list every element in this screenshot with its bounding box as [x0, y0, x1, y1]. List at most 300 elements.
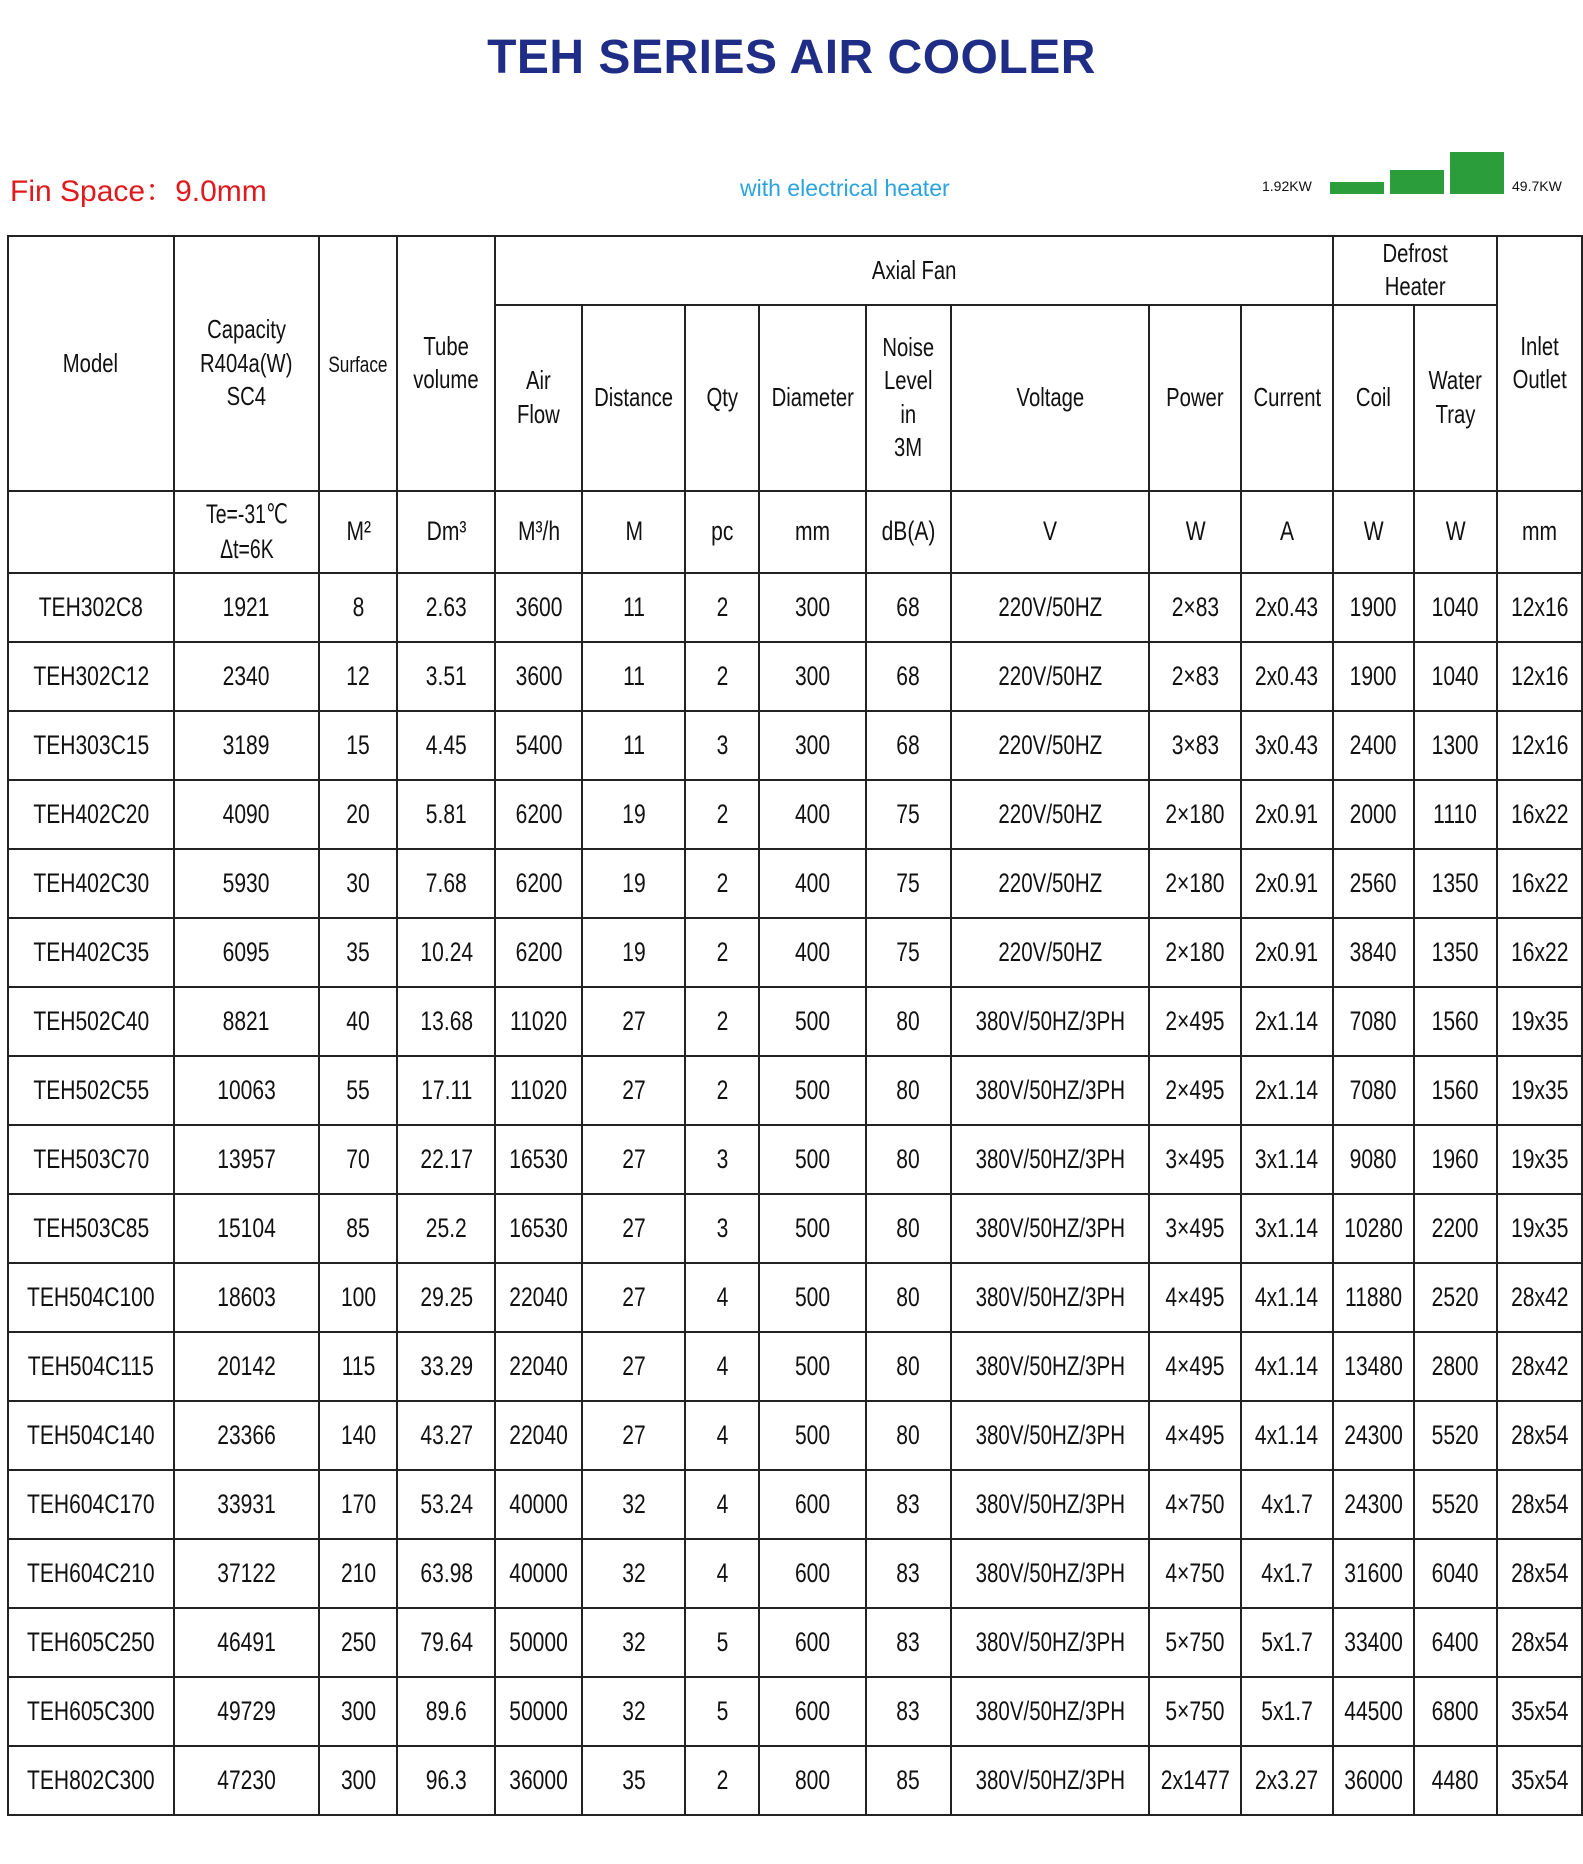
- cell-qty: 2: [685, 987, 758, 1056]
- cell-power: 5×750: [1149, 1608, 1241, 1677]
- cell-diameter: 600: [759, 1470, 866, 1539]
- cell-current: 3x1.14: [1241, 1125, 1332, 1194]
- cell-inlet-outlet: 12x16: [1497, 711, 1582, 780]
- cell-noise: 75: [866, 918, 950, 987]
- cell-voltage: 220V/50HZ: [951, 849, 1150, 918]
- cell-tube-volume: 96.3: [397, 1746, 495, 1815]
- header-air-flow: Air Flow: [495, 305, 582, 491]
- cell-model: TEH402C30: [8, 849, 174, 918]
- cell-power: 2×180: [1149, 918, 1241, 987]
- cell-noise: 80: [866, 1263, 950, 1332]
- cell-coil: 2400: [1333, 711, 1414, 780]
- cell-capacity: 3189: [174, 711, 320, 780]
- cell-voltage: 220V/50HZ: [951, 918, 1150, 987]
- cell-distance: 32: [582, 1677, 685, 1746]
- cell-noise: 80: [866, 1056, 950, 1125]
- cell-inlet-outlet: 35x54: [1497, 1746, 1582, 1815]
- cell-surface: 85: [319, 1194, 397, 1263]
- cell-distance: 11: [582, 573, 685, 642]
- cell-qty: 4: [685, 1401, 758, 1470]
- cell-capacity: 37122: [174, 1539, 320, 1608]
- cell-capacity: 13957: [174, 1125, 320, 1194]
- cell-voltage: 380V/50HZ/3PH: [951, 1263, 1150, 1332]
- cell-inlet-outlet: 28x42: [1497, 1332, 1582, 1401]
- table-row: [8, 1332, 1582, 1401]
- unit-noise: dB(A): [866, 491, 950, 573]
- cell-diameter: 500: [759, 1332, 866, 1401]
- header-voltage: Voltage: [951, 305, 1150, 491]
- cell-current: 4x1.14: [1241, 1263, 1332, 1332]
- cell-tube-volume: 17.11: [397, 1056, 495, 1125]
- header-diameter: Diameter: [759, 305, 866, 491]
- cell-diameter: 500: [759, 1125, 866, 1194]
- cell-surface: 170: [319, 1470, 397, 1539]
- cell-tube-volume: 53.24: [397, 1470, 495, 1539]
- cell-inlet-outlet: 19x35: [1497, 1194, 1582, 1263]
- cell-surface: 100: [319, 1263, 397, 1332]
- cell-water-tray: 1960: [1414, 1125, 1497, 1194]
- cell-model: TEH402C20: [8, 780, 174, 849]
- cell-tube-volume: 29.25: [397, 1263, 495, 1332]
- cell-power: 2×180: [1149, 780, 1241, 849]
- cell-current: 2x1.14: [1241, 987, 1332, 1056]
- unit-distance: M: [582, 491, 685, 573]
- cell-power: 4×750: [1149, 1470, 1241, 1539]
- cell-voltage: 380V/50HZ/3PH: [951, 1125, 1150, 1194]
- cell-air-flow: 36000: [495, 1746, 582, 1815]
- cell-voltage: 380V/50HZ/3PH: [951, 1401, 1150, 1470]
- cell-surface: 115: [319, 1332, 397, 1401]
- cell-power: 4×495: [1149, 1332, 1241, 1401]
- heater-note: with electrical heater: [740, 175, 950, 201]
- cell-power: 3×83: [1149, 711, 1241, 780]
- cell-inlet-outlet: 28x54: [1497, 1401, 1582, 1470]
- cell-distance: 27: [582, 1401, 685, 1470]
- cell-qty: 3: [685, 711, 758, 780]
- cell-inlet-outlet: 12x16: [1497, 642, 1582, 711]
- cell-coil: 1900: [1333, 573, 1414, 642]
- cell-water-tray: 1300: [1414, 711, 1497, 780]
- cell-model: TEH303C15: [8, 711, 174, 780]
- cell-air-flow: 3600: [495, 642, 582, 711]
- cell-qty: 5: [685, 1677, 758, 1746]
- cell-coil: 7080: [1333, 987, 1414, 1056]
- cell-distance: 11: [582, 711, 685, 780]
- cell-voltage: 220V/50HZ: [951, 573, 1150, 642]
- cell-capacity: 46491: [174, 1608, 320, 1677]
- cell-capacity: 47230: [174, 1746, 320, 1815]
- table-row: [8, 987, 1582, 1056]
- cell-water-tray: 2800: [1414, 1332, 1497, 1401]
- cell-capacity: 15104: [174, 1194, 320, 1263]
- cell-coil: 3840: [1333, 918, 1414, 987]
- unit-coil: W: [1333, 491, 1414, 573]
- header-inlet-outlet: Inlet Outlet: [1497, 236, 1582, 491]
- cell-qty: 5: [685, 1608, 758, 1677]
- cell-tube-volume: 22.17: [397, 1125, 495, 1194]
- cell-diameter: 600: [759, 1677, 866, 1746]
- header-coil: Coil: [1333, 305, 1414, 491]
- cell-coil: 24300: [1333, 1470, 1414, 1539]
- cell-water-tray: 4480: [1414, 1746, 1497, 1815]
- cell-voltage: 380V/50HZ/3PH: [951, 1746, 1150, 1815]
- page-title: TEH SERIES AIR COOLER: [487, 31, 1096, 84]
- cell-capacity: 20142: [174, 1332, 320, 1401]
- unit-current: A: [1241, 491, 1332, 573]
- cell-water-tray: 6400: [1414, 1608, 1497, 1677]
- cell-coil: 33400: [1333, 1608, 1414, 1677]
- cell-surface: 70: [319, 1125, 397, 1194]
- cell-surface: 250: [319, 1608, 397, 1677]
- table-row: [8, 711, 1582, 780]
- cell-distance: 32: [582, 1470, 685, 1539]
- cell-qty: 4: [685, 1470, 758, 1539]
- cell-surface: 300: [319, 1677, 397, 1746]
- cell-inlet-outlet: 28x42: [1497, 1263, 1582, 1332]
- unit-model-blank: [8, 491, 174, 573]
- cell-air-flow: 50000: [495, 1608, 582, 1677]
- cell-qty: 2: [685, 573, 758, 642]
- header-capacity: Capacity R404a(W) SC4: [174, 236, 320, 491]
- cell-diameter: 300: [759, 711, 866, 780]
- cell-coil: 44500: [1333, 1677, 1414, 1746]
- cell-qty: 4: [685, 1539, 758, 1608]
- header-qty: Qty: [685, 305, 758, 491]
- legend-min-label: 1.92KW: [1262, 178, 1312, 194]
- cell-current: 2x0.91: [1241, 780, 1332, 849]
- cell-surface: 140: [319, 1401, 397, 1470]
- unit-capacity: Te=-31℃ Δt=6K: [174, 491, 320, 573]
- cell-coil: 1900: [1333, 642, 1414, 711]
- cell-model: TEH605C300: [8, 1677, 174, 1746]
- cell-air-flow: 11020: [495, 1056, 582, 1125]
- cell-air-flow: 5400: [495, 711, 582, 780]
- table-row: [8, 780, 1582, 849]
- cell-current: 2x1.14: [1241, 1056, 1332, 1125]
- cell-current: 2x0.43: [1241, 573, 1332, 642]
- header-water-tray: Water Tray: [1414, 305, 1497, 491]
- cell-distance: 27: [582, 1332, 685, 1401]
- cell-noise: 80: [866, 987, 950, 1056]
- cell-capacity: 4090: [174, 780, 320, 849]
- cell-inlet-outlet: 16x22: [1497, 780, 1582, 849]
- unit-diameter: mm: [759, 491, 866, 573]
- cell-model: TEH502C55: [8, 1056, 174, 1125]
- cell-air-flow: 6200: [495, 849, 582, 918]
- cell-coil: 2000: [1333, 780, 1414, 849]
- header-surface: Surface: [319, 236, 397, 491]
- cell-current: 3x0.43: [1241, 711, 1332, 780]
- cell-tube-volume: 4.45: [397, 711, 495, 780]
- cell-water-tray: 6040: [1414, 1539, 1497, 1608]
- cell-qty: 2: [685, 1746, 758, 1815]
- cell-diameter: 500: [759, 1194, 866, 1263]
- cell-qty: 2: [685, 849, 758, 918]
- cell-current: 2x0.91: [1241, 849, 1332, 918]
- cell-air-flow: 16530: [495, 1194, 582, 1263]
- cell-inlet-outlet: 19x35: [1497, 1125, 1582, 1194]
- header-model: Model: [8, 236, 174, 491]
- table-row: [8, 1263, 1582, 1332]
- header-current: Current: [1241, 305, 1332, 491]
- cell-water-tray: 1350: [1414, 849, 1497, 918]
- cell-air-flow: 50000: [495, 1677, 582, 1746]
- cell-tube-volume: 2.63: [397, 573, 495, 642]
- cell-air-flow: 22040: [495, 1263, 582, 1332]
- legend-bar-small: [1330, 182, 1384, 194]
- unit-tube-volume: Dm³: [397, 491, 495, 573]
- cell-current: 4x1.14: [1241, 1332, 1332, 1401]
- cell-power: 5×750: [1149, 1677, 1241, 1746]
- table-row: [8, 849, 1582, 918]
- cell-noise: 68: [866, 711, 950, 780]
- unit-voltage: V: [951, 491, 1150, 573]
- cell-qty: 2: [685, 918, 758, 987]
- cell-distance: 27: [582, 1194, 685, 1263]
- cell-surface: 15: [319, 711, 397, 780]
- cell-voltage: 380V/50HZ/3PH: [951, 1194, 1150, 1263]
- cell-distance: 27: [582, 987, 685, 1056]
- table-row: [8, 1608, 1582, 1677]
- cell-voltage: 380V/50HZ/3PH: [951, 1677, 1150, 1746]
- cell-diameter: 500: [759, 987, 866, 1056]
- table-row: [8, 642, 1582, 711]
- unit-inlet-outlet: mm: [1497, 491, 1582, 573]
- spec-table: [7, 235, 1583, 1816]
- header-tube-volume: Tube volume: [397, 236, 495, 491]
- cell-water-tray: 1040: [1414, 573, 1497, 642]
- legend-max-label: 49.7KW: [1512, 178, 1562, 194]
- cell-voltage: 380V/50HZ/3PH: [951, 1332, 1150, 1401]
- cell-qty: 3: [685, 1194, 758, 1263]
- cell-voltage: 220V/50HZ: [951, 711, 1150, 780]
- cell-model: TEH402C35: [8, 918, 174, 987]
- cell-distance: 19: [582, 849, 685, 918]
- cell-air-flow: 22040: [495, 1401, 582, 1470]
- table-row: [8, 1746, 1582, 1815]
- cell-model: TEH302C8: [8, 573, 174, 642]
- cell-water-tray: 1350: [1414, 918, 1497, 987]
- cell-power: 4×495: [1149, 1401, 1241, 1470]
- cell-power: 2×495: [1149, 1056, 1241, 1125]
- cell-power: 3×495: [1149, 1194, 1241, 1263]
- cell-capacity: 49729: [174, 1677, 320, 1746]
- cell-inlet-outlet: 28x54: [1497, 1539, 1582, 1608]
- cell-qty: 3: [685, 1125, 758, 1194]
- cell-air-flow: 22040: [495, 1332, 582, 1401]
- cell-model: TEH605C250: [8, 1608, 174, 1677]
- cell-current: 4x1.14: [1241, 1401, 1332, 1470]
- table-row: [8, 1056, 1582, 1125]
- cell-water-tray: 1110: [1414, 780, 1497, 849]
- table-row: [8, 1125, 1582, 1194]
- cell-air-flow: 6200: [495, 780, 582, 849]
- cell-diameter: 400: [759, 849, 866, 918]
- cell-model: TEH503C85: [8, 1194, 174, 1263]
- cell-model: TEH503C70: [8, 1125, 174, 1194]
- cell-current: 2x0.91: [1241, 918, 1332, 987]
- cell-power: 2×83: [1149, 573, 1241, 642]
- cell-water-tray: 2520: [1414, 1263, 1497, 1332]
- cell-surface: 300: [319, 1746, 397, 1815]
- cell-noise: 75: [866, 849, 950, 918]
- cell-distance: 35: [582, 1746, 685, 1815]
- cell-air-flow: 6200: [495, 918, 582, 987]
- cell-surface: 210: [319, 1539, 397, 1608]
- cell-tube-volume: 33.29: [397, 1332, 495, 1401]
- cell-current: 4x1.7: [1241, 1539, 1332, 1608]
- cell-voltage: 380V/50HZ/3PH: [951, 987, 1150, 1056]
- cell-surface: 40: [319, 987, 397, 1056]
- cell-power: 4×750: [1149, 1539, 1241, 1608]
- header-noise: Noise Level in 3M: [866, 305, 950, 491]
- cell-voltage: 380V/50HZ/3PH: [951, 1539, 1150, 1608]
- unit-power: W: [1149, 491, 1241, 573]
- cell-water-tray: 1560: [1414, 1056, 1497, 1125]
- cell-power: 2×83: [1149, 642, 1241, 711]
- cell-voltage: 220V/50HZ: [951, 780, 1150, 849]
- cell-inlet-outlet: 16x22: [1497, 918, 1582, 987]
- cell-coil: 36000: [1333, 1746, 1414, 1815]
- cell-distance: 27: [582, 1125, 685, 1194]
- cell-air-flow: 11020: [495, 987, 582, 1056]
- cell-water-tray: 1560: [1414, 987, 1497, 1056]
- cell-capacity: 5930: [174, 849, 320, 918]
- cell-noise: 75: [866, 780, 950, 849]
- cell-noise: 68: [866, 573, 950, 642]
- unit-surface: M²: [319, 491, 397, 573]
- unit-water-tray: W: [1414, 491, 1497, 573]
- cell-coil: 9080: [1333, 1125, 1414, 1194]
- cell-voltage: 380V/50HZ/3PH: [951, 1608, 1150, 1677]
- cell-inlet-outlet: 35x54: [1497, 1677, 1582, 1746]
- cell-diameter: 800: [759, 1746, 866, 1815]
- cell-noise: 80: [866, 1332, 950, 1401]
- cell-qty: 4: [685, 1332, 758, 1401]
- table-row: [8, 1677, 1582, 1746]
- cell-diameter: 500: [759, 1056, 866, 1125]
- cell-diameter: 500: [759, 1263, 866, 1332]
- cell-surface: 12: [319, 642, 397, 711]
- cell-tube-volume: 89.6: [397, 1677, 495, 1746]
- cell-capacity: 18603: [174, 1263, 320, 1332]
- cell-qty: 2: [685, 1056, 758, 1125]
- cell-capacity: 8821: [174, 987, 320, 1056]
- cell-inlet-outlet: 16x22: [1497, 849, 1582, 918]
- table-row: [8, 1194, 1582, 1263]
- cell-noise: 85: [866, 1746, 950, 1815]
- cell-distance: 27: [582, 1056, 685, 1125]
- cell-air-flow: 3600: [495, 573, 582, 642]
- cell-distance: 11: [582, 642, 685, 711]
- cell-qty: 4: [685, 1263, 758, 1332]
- cell-water-tray: 6800: [1414, 1677, 1497, 1746]
- cell-noise: 83: [866, 1470, 950, 1539]
- cell-noise: 80: [866, 1194, 950, 1263]
- cell-noise: 68: [866, 642, 950, 711]
- cell-capacity: 6095: [174, 918, 320, 987]
- cell-noise: 83: [866, 1677, 950, 1746]
- cell-model: TEH302C12: [8, 642, 174, 711]
- cell-current: 2x3.27: [1241, 1746, 1332, 1815]
- cell-current: 5x1.7: [1241, 1608, 1332, 1677]
- cell-capacity: 10063: [174, 1056, 320, 1125]
- cell-distance: 32: [582, 1608, 685, 1677]
- cell-inlet-outlet: 28x54: [1497, 1608, 1582, 1677]
- cell-distance: 27: [582, 1263, 685, 1332]
- cell-air-flow: 40000: [495, 1539, 582, 1608]
- cell-coil: 7080: [1333, 1056, 1414, 1125]
- cell-surface: 20: [319, 780, 397, 849]
- unit-air-flow: M³/h: [495, 491, 582, 573]
- cell-diameter: 300: [759, 573, 866, 642]
- cell-water-tray: 1040: [1414, 642, 1497, 711]
- cell-tube-volume: 13.68: [397, 987, 495, 1056]
- cell-power: 2x1477: [1149, 1746, 1241, 1815]
- cell-tube-volume: 25.2: [397, 1194, 495, 1263]
- cell-capacity: 1921: [174, 573, 320, 642]
- cell-current: 3x1.14: [1241, 1194, 1332, 1263]
- cell-current: 4x1.7: [1241, 1470, 1332, 1539]
- cell-noise: 83: [866, 1539, 950, 1608]
- cell-model: TEH502C40: [8, 987, 174, 1056]
- cell-tube-volume: 63.98: [397, 1539, 495, 1608]
- cell-tube-volume: 79.64: [397, 1608, 495, 1677]
- cell-noise: 80: [866, 1125, 950, 1194]
- cell-noise: 80: [866, 1401, 950, 1470]
- legend-bar-large: [1450, 152, 1504, 194]
- cell-inlet-outlet: 19x35: [1497, 987, 1582, 1056]
- table-row: [8, 573, 1582, 642]
- cell-capacity: 23366: [174, 1401, 320, 1470]
- cell-air-flow: 40000: [495, 1470, 582, 1539]
- spec-table-body: [8, 573, 1582, 1815]
- cell-model: TEH604C170: [8, 1470, 174, 1539]
- unit-qty: pc: [685, 491, 758, 573]
- cell-tube-volume: 3.51: [397, 642, 495, 711]
- cell-voltage: 220V/50HZ: [951, 642, 1150, 711]
- table-row: [8, 1539, 1582, 1608]
- header-axial-fan: Axial Fan: [495, 236, 1332, 305]
- cell-voltage: 380V/50HZ/3PH: [951, 1470, 1150, 1539]
- cell-current: 5x1.7: [1241, 1677, 1332, 1746]
- cell-power: 2×495: [1149, 987, 1241, 1056]
- header-distance: Distance: [582, 305, 685, 491]
- cell-surface: 55: [319, 1056, 397, 1125]
- cell-tube-volume: 43.27: [397, 1401, 495, 1470]
- cell-model: TEH504C140: [8, 1401, 174, 1470]
- cell-noise: 83: [866, 1608, 950, 1677]
- cell-coil: 31600: [1333, 1539, 1414, 1608]
- cell-tube-volume: 5.81: [397, 780, 495, 849]
- cell-diameter: 500: [759, 1401, 866, 1470]
- cell-power: 2×180: [1149, 849, 1241, 918]
- header-defrost-heater: Defrost Heater: [1333, 236, 1497, 305]
- table-row: [8, 918, 1582, 987]
- cell-capacity: 2340: [174, 642, 320, 711]
- cell-coil: 11880: [1333, 1263, 1414, 1332]
- fin-space-label: Fin Space：9.0mm: [10, 175, 267, 208]
- cell-qty: 2: [685, 642, 758, 711]
- cell-tube-volume: 10.24: [397, 918, 495, 987]
- cell-distance: 19: [582, 780, 685, 849]
- cell-model: TEH504C115: [8, 1332, 174, 1401]
- cell-model: TEH802C300: [8, 1746, 174, 1815]
- cell-coil: 10280: [1333, 1194, 1414, 1263]
- cell-water-tray: 5520: [1414, 1470, 1497, 1539]
- cell-surface: 30: [319, 849, 397, 918]
- cell-inlet-outlet: 12x16: [1497, 573, 1582, 642]
